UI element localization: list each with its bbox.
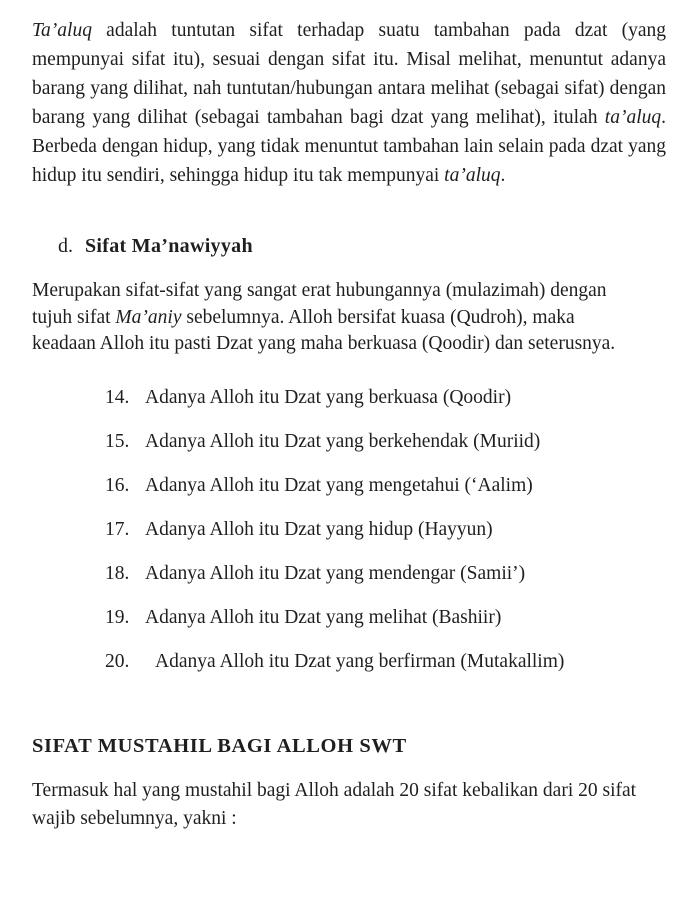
paragraph-taaluq-text: . Berbeda dengan hidup, yang tidak menuntut tambahan lain selain pada dzat yang hidup itu sendiri, sehingga hidup itu tak mempunyai (32, 107, 666, 186)
section-heading-manawiyyah (58, 234, 666, 258)
list-item (105, 516, 666, 543)
list-text: Adanya Alloh itu Dzat yang hidup (Hayyun) (145, 518, 493, 540)
list-item (105, 560, 666, 587)
paragraph-taaluq (32, 16, 666, 190)
paragraph-mustahil: Termasuk hal yang mustahil bagi Alloh adalah 20 sifat kebalikan dari 20 sifat wajib sebelumnya, yakni : (32, 779, 637, 829)
list-item (105, 648, 666, 675)
list-item (105, 384, 666, 411)
list-text: Adanya Alloh itu Dzat yang mengetahui (‘Aalim) (145, 474, 533, 496)
paragraph-taaluq-text: . (500, 165, 506, 186)
section-heading-mustahil: SIFAT MUSTAHIL BAGI ALLOH SWT (32, 734, 407, 757)
list-number: 20. (105, 650, 130, 672)
list-text: Adanya Alloh itu Dzat yang berkuasa (Qoodir) (145, 386, 512, 408)
list-text: Adanya Alloh itu Dzat yang melihat (Bashiir) (145, 606, 502, 628)
heading-marker: d. (58, 235, 73, 257)
list-item (105, 428, 666, 455)
list-number: 17. (105, 518, 130, 540)
heading-title: Sifat Ma’nawiyyah (85, 235, 253, 257)
italic-term-taaluq: Ta’aluq (32, 20, 92, 41)
list-text: Adanya Alloh itu Dzat yang mendengar (Samii’) (145, 562, 526, 584)
italic-term-maaniy: Ma’aniy (115, 306, 182, 328)
italic-term-taaluq: ta’aluq (604, 107, 662, 128)
list-item (105, 604, 666, 631)
list-text: Adanya Alloh itu Dzat yang berfirman (Mutakallim) (155, 650, 565, 672)
list-number: 18. (105, 562, 130, 584)
sifat-list (32, 384, 666, 675)
list-number: 16. (105, 474, 130, 496)
list-number: 14. (105, 386, 130, 408)
paragraph-manawiyyah (32, 278, 642, 358)
paragraph-manawiyyah-text: Merupakan sifat-sifat yang sangat erat hubungannya (mulazimah) dengan tujuh sifat (32, 280, 607, 328)
paragraph-manawiyyah-text: sebelumnya. Alloh bersifat kuasa (Qudroh), maka keadaan Alloh itu pasti Dzat yang maha berkuasa (Qoodir) dan seterusnya. (32, 306, 616, 354)
italic-term-taaluq: ta’aluq (444, 165, 501, 186)
list-text: Adanya Alloh itu Dzat yang berkehendak (Muriid) (145, 430, 541, 452)
paragraph-taaluq-text: adalah tuntutan sifat terhadap suatu tambahan pada dzat (yang mempunyai sifat itu), sesuai dengan sifat itu. Misal melihat, menuntut adanya barang yang dilihat, nah tuntutan/hubungan antara melihat (sebagai sifat) dengan barang yang dilihat (sebagai tambahan bagi dzat yang melihat), itulah (32, 20, 666, 128)
list-item (105, 472, 666, 499)
list-number: 19. (105, 606, 130, 628)
list-number: 15. (105, 430, 130, 452)
